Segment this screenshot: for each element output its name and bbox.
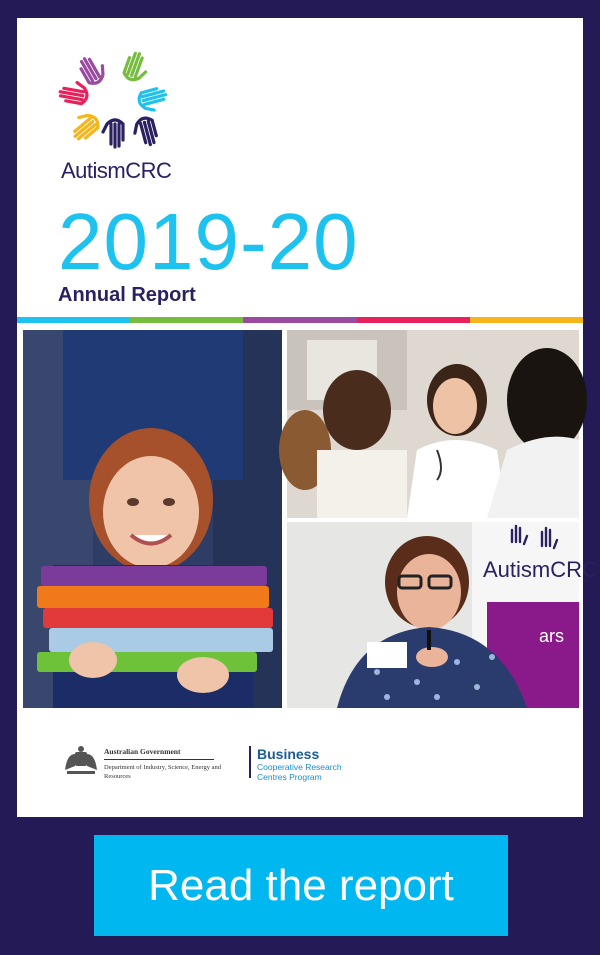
doctor-photo-image — [287, 330, 579, 518]
footer-divider — [249, 746, 251, 778]
report-cover[interactable] — [17, 18, 598, 817]
report-year: 2019-20 — [58, 197, 359, 286]
color-stripe — [17, 317, 583, 323]
logo-wordmark: AutismCRC — [61, 158, 172, 183]
stripe-segment-1 — [17, 317, 130, 323]
photo-speaker-presenting — [287, 522, 598, 708]
banner-fragment: ars — [539, 626, 565, 646]
autism-crc-logo — [57, 48, 187, 188]
photo-girl-with-tablets — [23, 330, 282, 708]
banner-text: AutismCRC — [483, 557, 598, 582]
program-title: Business — [257, 746, 320, 762]
program-subtitle: Cooperative Research Centres Program — [257, 762, 342, 782]
hands-logo-icon — [57, 48, 177, 150]
gov-title: Australian Government — [104, 747, 214, 760]
coat-of-arms-icon — [61, 744, 101, 778]
report-subtitle: Annual Report — [58, 284, 196, 306]
girl-photo-image — [23, 330, 282, 708]
photo-doctor-with-child — [287, 330, 579, 518]
stripe-segment-4 — [357, 317, 470, 323]
read-report-button[interactable]: Read the report — [94, 835, 508, 936]
speaker-photo-image — [287, 522, 598, 708]
stripe-segment-2 — [130, 317, 243, 323]
stripe-segment-3 — [243, 317, 356, 323]
gov-department: Department of Industry, Science, Energy and Resources — [104, 764, 221, 780]
stripe-segment-5 — [470, 317, 583, 323]
government-footer — [61, 742, 561, 782]
